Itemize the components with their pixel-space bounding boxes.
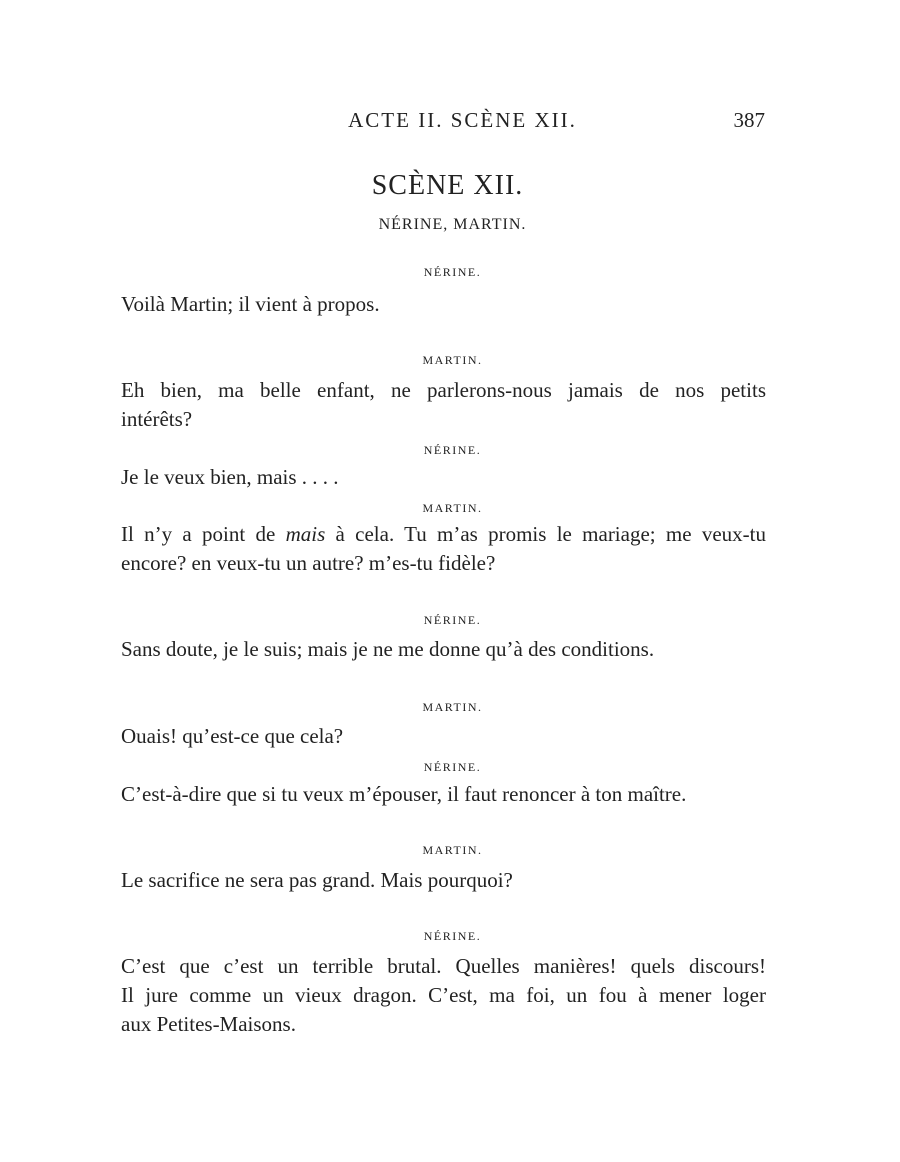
speech-line: encore? en veux-tu un autre? m’es-tu fidèle? <box>121 551 496 575</box>
running-title: ACTE II. SCÈNE XII. <box>348 108 577 132</box>
running-head <box>120 108 765 138</box>
emphasis-word: mais <box>285 522 326 546</box>
speech-segment: Il n’y a point de <box>121 522 286 546</box>
speech-line <box>121 520 766 549</box>
speech-text <box>121 376 766 434</box>
speech-text <box>121 952 766 1039</box>
page-number: 387 <box>733 108 765 132</box>
speech-line: Je le veux bien, mais . . . . <box>121 465 339 489</box>
speaker-name: NÉRINE. <box>423 760 482 774</box>
speaker-name: NÉRINE. <box>423 929 482 943</box>
speech-line: Voilà Martin; il vient à propos. <box>121 292 380 316</box>
speech-line: aux Petites-Maisons. <box>121 1012 296 1036</box>
speech-text <box>121 780 766 809</box>
speaker-name: NÉRINE. <box>423 265 482 279</box>
scene-title: SCÈNE XII. <box>371 170 524 201</box>
speaker-name: MARTIN. <box>422 501 483 515</box>
speech-text <box>121 866 766 895</box>
speaker-name: NÉRINE. <box>423 613 482 627</box>
speech-line: Ouais! qu’est-ce que cela? <box>121 724 344 748</box>
speech-text <box>121 722 766 751</box>
speech-text <box>121 290 766 319</box>
speech-text <box>121 635 766 664</box>
speech-line: Eh bien, ma belle enfant, ne parlerons-nous jamais de nos petits <box>121 378 766 402</box>
speaker-name: MARTIN. <box>422 353 483 367</box>
speaker-name: MARTIN. <box>422 700 483 714</box>
speech-segment: à cela. Tu m’as promis le mariage; me veux-tu <box>325 522 766 546</box>
speech-text <box>121 520 766 578</box>
speech-text <box>121 463 766 492</box>
speech-line: Le sacrifice ne sera pas grand. Mais pourquoi? <box>121 868 513 892</box>
speaker-name: NÉRINE. <box>423 443 482 457</box>
speech-line: intérêts? <box>121 407 193 431</box>
speaker-name: MARTIN. <box>422 843 483 857</box>
speech-line: Il jure comme un vieux dragon. C’est, ma foi, un fou à mener loger <box>121 983 766 1007</box>
speech-line: C’est que c’est un terrible brutal. Quelles manières! quels discours! <box>121 954 766 978</box>
speech-line: Sans doute, je le suis; mais je ne me donne qu’à des conditions. <box>121 637 655 661</box>
scene-characters: NÉRINE, MARTIN. <box>378 216 527 233</box>
speech-line: C’est-à-dire que si tu veux m’épouser, il faut renoncer à ton maître. <box>121 782 687 806</box>
